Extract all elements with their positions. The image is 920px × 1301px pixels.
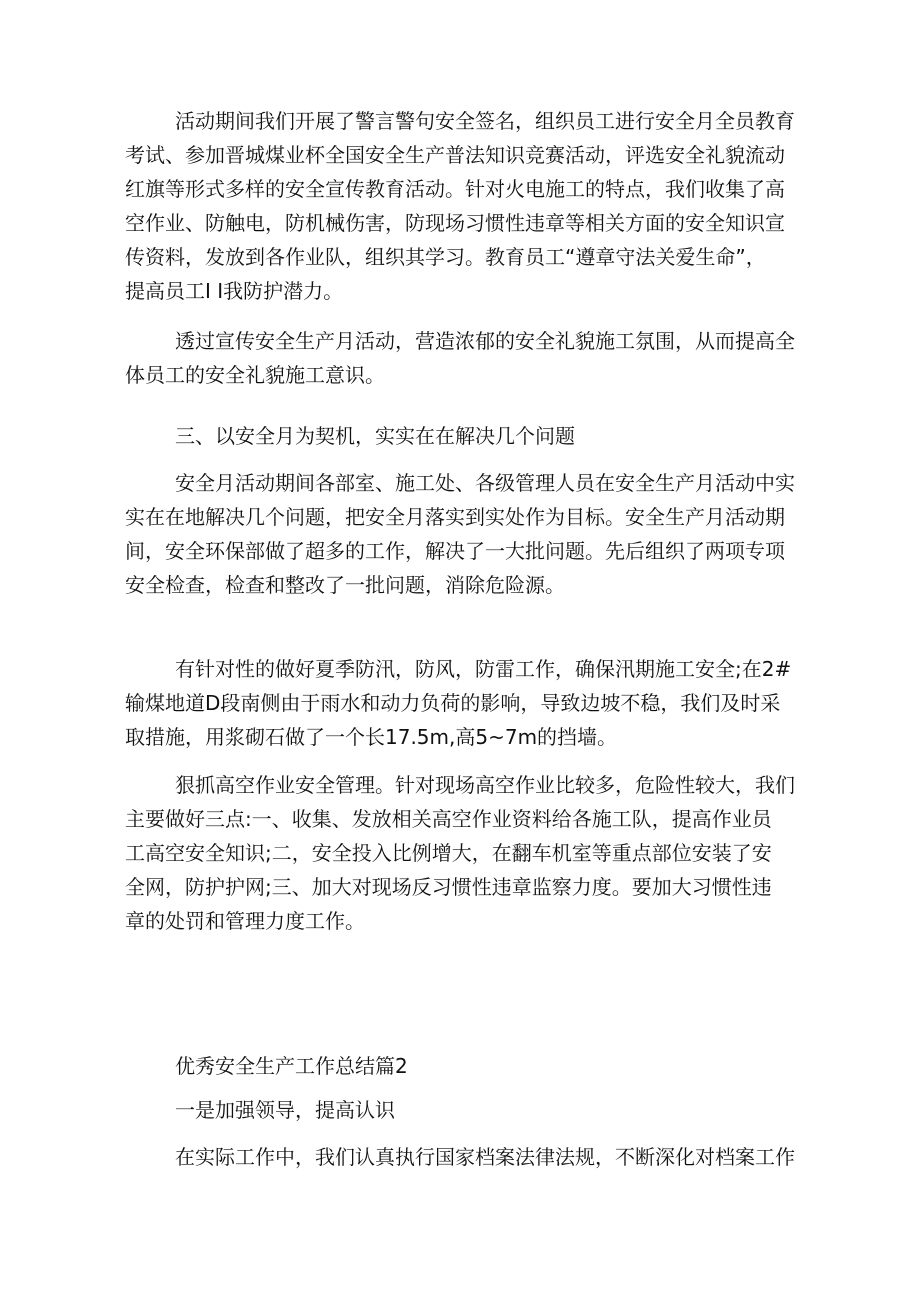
text-line: 安全检查，检查和整改了一批问题，消除危险源。	[125, 573, 565, 597]
paragraph-text	[125, 324, 795, 392]
text-line: 一是加强领导，提高认识	[175, 1098, 395, 1122]
text-line: 输煤地道D段南侧由于雨水和动力负荷的影响，导致边坡不稳，我们及时采	[125, 691, 781, 715]
text-line: 安全月活动期间各部室、施工处、各级管理人员在安全生产月活动中实	[175, 471, 795, 495]
text-line: 全网，防护护网;三、加大对现场反习惯性违章监察力度。要加大习惯性违	[125, 875, 772, 899]
text-line: 优秀安全生产工作总结篇2	[175, 1054, 408, 1078]
paragraph-text	[125, 104, 795, 308]
paragraph-2	[125, 324, 795, 392]
text-line: 体员工的安全礼貌施工意识。	[125, 363, 385, 387]
paragraph-text	[125, 768, 795, 938]
text-line: 空作业、防触电，防机械伤害，防现场习惯性违章等相关方面的安全知识宣	[125, 211, 785, 235]
text-line: 在实际工作中，我们认真执行国家档案法律法规，不断深化对档案工作	[175, 1145, 795, 1169]
text-line: 三、以安全月为契机，实实在在解决几个问题	[175, 424, 575, 448]
paragraph-text	[125, 466, 795, 602]
paragraph-text	[125, 1140, 795, 1174]
text-line: 间，安全环保部做了超多的工作，解决了一大批问题。先后组织了两项专项	[125, 539, 785, 563]
subheading-1	[125, 1093, 795, 1127]
text-line: 考试、参加晋城煤业杯全国安全生产普法知识竞赛活动，评选安全礼貌流动	[125, 143, 785, 167]
heading-text	[125, 1093, 795, 1127]
text-line: 活动期间我们开展了警言警句安全签名，组织员工进行安全月全员教育	[175, 109, 795, 133]
text-line: 主要做好三点:一、收集、发放相关高空作业资料给各施工队，提高作业员	[125, 807, 772, 831]
paragraph-9	[125, 1140, 795, 1174]
heading-text	[125, 1049, 795, 1083]
text-line: 红旗等形式多样的安全宣传教育活动。针对火电施工的特点，我们收集了高	[125, 177, 785, 201]
text-line: 提高员工I I我防护潜力。	[125, 279, 344, 303]
text-line: 传资料，发放到各作业队，组织其学习。教育员工“遵章守法关爱生命”，	[125, 245, 766, 269]
text-line: 有针对性的做好夏季防汛，防风，防雷工作，确保汛期施工安全;在2#	[175, 657, 792, 681]
text-line: 工高空安全知识;二，安全投入比例增大，在翻车机室等重点部位安装了安	[125, 841, 772, 865]
section-title-2	[125, 1049, 795, 1083]
paragraph-1	[125, 104, 795, 308]
section-heading-3	[125, 419, 795, 453]
text-line: 透过宣传安全生产月活动，营造浓郁的安全礼貌施工氛围，从而提高全	[175, 329, 795, 353]
heading-text	[125, 419, 795, 453]
text-line: 取措施，用浆砌石做了一个长17.5m,高5~7m的挡墙。	[125, 725, 618, 749]
text-line: 章的处罚和管理力度工作。	[125, 909, 365, 933]
paragraph-text	[125, 652, 795, 754]
paragraph-5	[125, 652, 795, 754]
paragraph-6	[125, 768, 795, 938]
text-line: 狠抓高空作业安全管理。针对现场高空作业比较多，危险性较大，我们	[175, 773, 795, 797]
text-line: 实在在地解决几个问题，把安全月落实到实处作为目标。安全生产月活动期	[125, 505, 785, 529]
paragraph-4	[125, 466, 795, 602]
